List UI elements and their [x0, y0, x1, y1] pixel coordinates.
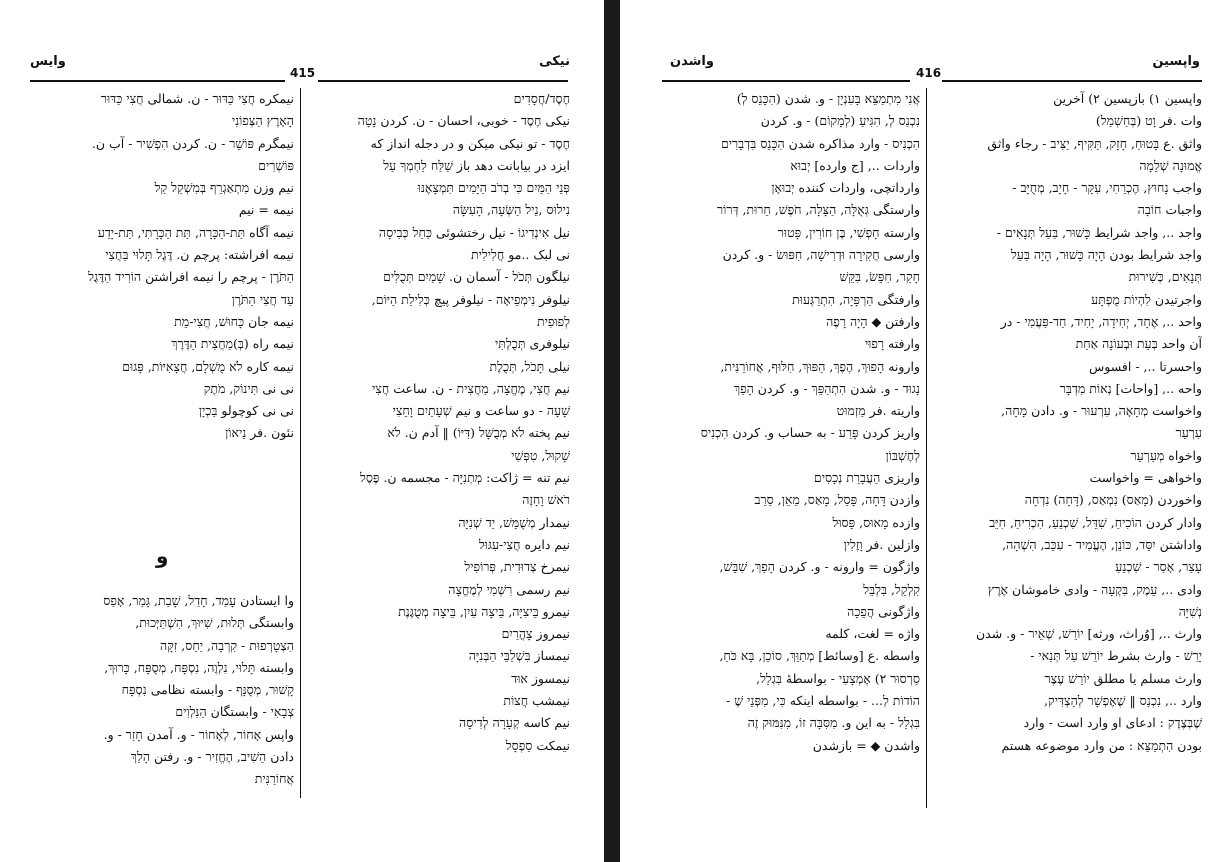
entry-line: واسطه .ع [وسائط] מְתַוֵּךְ, סוֹכֵן, בָּא כֹּחַ, [719, 648, 920, 664]
entry-line: נָגוּד - و. شدن הִתְהַפֵּךְ - و. کردن הָפַךְ [733, 380, 920, 396]
entry-line: واجرتیدن לִהְיוֹת מֻפְתָּע [1091, 291, 1202, 307]
header-guide-word-right: نیکی [539, 54, 570, 69]
entry-line: نیمساز בִּשְׁלַבֵּי הַבְּנִיָּה [468, 648, 570, 664]
entry-line: واخوردن (מָאַס) נִמְאַס, (דָּחָה) נִדְחָה [1024, 492, 1202, 508]
entry-line: نیمه جان כָּחוּשׁ, חֲצִי-מֵת [174, 313, 294, 329]
entry-line: צְבָאִי - وابستگان הַנִּלְוִים [175, 704, 294, 720]
entry-line: חֶסֶד/חֲסָדִים [513, 91, 570, 106]
entry-line: نیلگون תְּכֹל - آسمان ن. שָׁמַיִם תְּכֻלִּים [383, 269, 570, 285]
entry-line: نیمه کاره לֹא מֻשְׁלָם, חֲצָאִיּוֹת, פָּגוּם [122, 358, 294, 374]
entry-line: סַרְסוּר ۲) אֶמְצָעִי - بواسطهٔ בִּגְלַל, [756, 670, 920, 686]
entry-line: واجد شرایط بودن הָיָה כָּשׁוּר, הָיָה בַּעַל [1010, 247, 1202, 263]
entry-line: وارد .., נִכְנַס ‖ שֶׁאֶפְשָׁר לְהַצְדִּיק, [1044, 693, 1202, 709]
entry-line: وارونه הָפוּךְ, הֶפֶךְ, הַפּוּךְ, חִלּוּף, אֲחוֹרַנִּית, [720, 358, 920, 374]
entry-line: وازده מָאוּס, פָּסוּל [832, 514, 920, 530]
entry-line: واپس אָחוֹר, לְאָחוֹר - و. آمدن חָזַר - و. [103, 726, 294, 742]
entry-line: עַד חֲצִי הַתֹּרֶן [231, 291, 294, 307]
entry-line: אֱמוּנָה שְׁלֵמָה [1139, 157, 1202, 173]
entry-line: وا ایستادن עָמַד, חָדַל, שָׁבַת, גָּמַר, אָפַס [103, 593, 294, 608]
entry-line: وارفتن ◆ הָיָה רָפֶה [826, 313, 920, 329]
entry-line: وارث .., [وُراث، ورثه] יוֹרֵשׁ, שְׁאֵיר - و. شدن [975, 626, 1202, 642]
header-rule-right [942, 80, 1202, 82]
entry-line: نیمگرم פּוֹשֵׁר - ن. کردن הִפְשִׁיר - آب ن. [91, 135, 294, 151]
entry-line: לְפוּפִית [536, 313, 570, 329]
header-guide-word-right: واپسین [1152, 54, 1200, 69]
entry-line: وات .فر וָט (בְּחַשְׁמַל) [1095, 113, 1202, 129]
entry-line: نئون .فر נֵיאוֹן [225, 425, 294, 441]
entry-line: نیمه = نیم [238, 202, 294, 218]
book-gutter [604, 0, 620, 862]
entry-line: وارسی חֲקִירָה וּדְרִישָׁה, חִפּוּשׂ - و. کردن [722, 247, 920, 263]
entry-line: دادن הֵשִׁיב, הֶחֱזִיר - و. رفتن הָלַךְ [130, 749, 294, 765]
entry-line: واریزی הַעֲבָרַת נְכָסִים [813, 470, 920, 486]
entry-line: نیمروز צָהֳרַיִם [501, 626, 570, 642]
header-rule-right [318, 80, 568, 82]
entry-line: نی نی תִּינוֹק, מֹתֶק [203, 380, 294, 396]
entry-line: לְחֶשְׁבּוֹן [885, 447, 920, 463]
entry-line: עָצַר, אָסַר - שִׁכְנֵעַ [1115, 559, 1202, 575]
entry-line: נְשִׁיָּה [1178, 603, 1202, 619]
dictionary-page-416 [620, 0, 1230, 862]
entry-line: نیمشب חֲצוֹת [503, 693, 570, 709]
entry-line: נִכְנַס לְ, הִגִּיעַ (לְמָקוֹם) - و. کردن [760, 113, 920, 129]
entry-line: واژه = لغت، کلمه [825, 626, 920, 642]
entry-line: نیل אִינְדִיגוֹ - نیل رختشوئی כַּחַל כְּבִיסָה [378, 224, 570, 240]
column-divider [926, 88, 927, 808]
entries-column-left-top [26, 88, 294, 445]
entry-line: وابستگی תְּלוּת, שִׁיּוּךְ, הִשְׁתַּיְּכוּת, [135, 615, 294, 631]
entry-line: نیم وزن מִתְאַגְרֵף בְּמִשְׁקַל קַל [154, 180, 294, 196]
entry-line: نیمه راه (בְּ)מַחֲצִית הַדֶּרֶךְ [171, 336, 294, 352]
entry-line: بودن הִתְמַצֵּא : من وارد موضوعه هستم [1001, 737, 1202, 753]
entry-line: نیمه آگاه תַּת-הַכָּרָה, תַּת הַכָּרָתִי, תַּת-יָדַע [97, 224, 294, 240]
page-number: 416 [916, 66, 942, 80]
entry-line: واجد .., واجد شرایط כָּשׁוּר, בַּעַל תְּנָאִים - [996, 224, 1202, 240]
entry-line: واخواست מְחָאָה, עִרְעוּר - و. دادن מָחָה, [1001, 403, 1202, 419]
entry-line: وارداتچی، واردات کننده יְבוּאָן [771, 180, 920, 196]
entry-line: חָקַר, חִפֵּשׂ, בִּקֵּשׁ [839, 269, 920, 285]
entry-line: واداشتن יִסֵּד, כּוֹנֵן, הֶעֱמִיד - עִכֵּב, הִשְׁהָה, [1002, 536, 1202, 552]
header-rule-left [30, 80, 285, 82]
entry-line: واپسین ۱) بازپسین ۲) آخرین [1053, 91, 1202, 106]
entry-line: פּוֹשְׁרִים [258, 157, 294, 173]
entry-line: חֶסֶד - تو نیکی میکن و در دجله انداز که [370, 135, 570, 151]
entry-line: نیمرو בֵּיצִיָּה, בֵּיצָה עַיִן, בֵּיצָה מְטֻגֶּנֶת [398, 603, 570, 619]
entry-line: עִרְעֵר [1175, 425, 1202, 441]
dictionary-page-415 [0, 0, 604, 862]
entry-line: פְּנֵי הַמַּיִם כִּי בְרֹב הַיָּמִים תִּמְצָאֶנּוּ [417, 180, 570, 196]
header-guide-word-left: وایس [30, 54, 66, 69]
entry-line: وارفته רָפוּי [864, 336, 920, 352]
entry-line: واریز کردن פָּרַע - به حساب و. کردن הִכְנִיס [700, 425, 920, 441]
entry-line: הִצְטָרְפוּת - קִרְבָה, יַחַס, זִקָּה [159, 637, 294, 653]
entry-line: وارستگی גְּאֻלָּה, הַצָּלָה, חֹפֶשׁ, חֵרוּת, דְּרוֹר [717, 202, 920, 218]
entry-line: واشدن ◆ = بازشدن [812, 737, 920, 753]
entry-line: وابسته תָּלוּי, נִלְוֶה, נִסְפָּח, מְסֻפָּח, כָּרוּךְ, [104, 659, 294, 675]
column-divider [300, 88, 301, 798]
entry-line: واجب נָחוּץ, הֶכְרֵחִי, עִקָּר - חָיָב, מְחֻיָּב - [1012, 180, 1202, 196]
entry-line: نیلی תָּכֹל, תְּכֻלֶת [489, 358, 570, 374]
entries-column-left-bottom [26, 590, 294, 791]
entry-line: שָׁקוּל, טִפְּשִׁי [511, 447, 570, 463]
entry-line: نی لبک ..مو חֲלִילִית [471, 247, 570, 263]
entry-line: واحه .., [واحات] נְאוֹת מִדְבָּר [1059, 380, 1202, 396]
entries-column-right [308, 88, 570, 757]
entry-line: نیکی חֶסֶד - خوبی، احسان - ن. کردن נָטָה [357, 113, 570, 129]
entries-column-left [660, 88, 920, 757]
entry-line: קָשׁוּר, מְסֻנָּף - وابسته نظامی נִסְפָּח [121, 682, 294, 698]
entries-column-right [934, 88, 1202, 757]
header-guide-word-left: واشدن [670, 54, 714, 69]
entry-line: نیم دایره חֲצִי-עִגּוּל [478, 536, 570, 552]
entry-line: واریته .فر מַזְמוּט [836, 403, 920, 419]
entry-line: واردات .., [ج وارده] יְבוּא [790, 157, 920, 173]
entry-line: نیم تنه = ژاکت: מְתְנִיָּה - مجسمه ن. פֶּסֶל [359, 470, 570, 486]
entry-line: בִּגְלַל - به این و. מִסִּבָּה זוֹ, מִנִּמּוּק זֶה [747, 715, 920, 731]
entry-line: نیمکره חֲצִי כַּדּוּר - ن. شمالی חֲצִי כַּדּוּר [100, 91, 294, 106]
entry-line: הִכְנִיס - وارد مذاکره شدن הִכָּנֵס בִּדְבָרִים [720, 135, 920, 151]
entry-line: وادار کردن הוֹכִיחַ, שִׁדֵּל, שִׁכְנֵעַ, הִכְרִיחַ, חִיֵּב [989, 514, 1202, 530]
entry-line: הָאָרֶץ הַצְּפוֹנִי [231, 113, 294, 129]
entry-line: واژگونی הֲפֵכָה [847, 603, 920, 619]
entry-line: وازلین .فر וָזֶלִין [843, 536, 920, 552]
entry-line: واحد .., אֶחָד, יְחִידָה, יָחִיד, חַד-פַּעֲמִי - در [1000, 313, 1202, 329]
entry-line: نیمسوز אוּד [511, 670, 570, 686]
entry-line: نیلوفری תְּכֻלְתִּי [495, 336, 570, 352]
entry-line: תְּנָאִים, כְּשִׁירוּת [1128, 269, 1202, 285]
entry-line: نیمکت סַפְסָל [505, 737, 570, 753]
entry-line: واجبات חוֹבָה [1137, 202, 1202, 218]
entry-line: وارفتگی הַרְפָּיָה, הִתְרַגְּעוּת [792, 291, 920, 307]
entry-line: آن واحد בְּעֵת וּבְעוֹנָה אַחַת [1075, 336, 1202, 352]
entry-line: وازدن דָּחָה, פָּסַל, מָאַס, מֵאֵן, סֵרֵב [754, 492, 920, 508]
entry-line: واخواهی = واخواست [1089, 470, 1202, 486]
entry-line: نیم חֲצִי, מֶחֱצָה, מַחֲצִית - ن. ساعت חֲצִי [372, 380, 570, 396]
entry-line: نیمدار מְשֻׁמָּשׁ, יַד שְׁנִיָּה [458, 514, 570, 530]
entry-line: نیلوفر נִימְפֵיאָה - نیلوفر پیچ כְּלִילַת הַיּוֹם, [371, 291, 570, 307]
entry-line: שָׁעָה - دو ساعت و نیم שְׁעָתַיִם וָחֵצִי [392, 403, 570, 419]
entry-line: واثق .ع בָּטוּחַ, חָזָק, תַּקִּיף, יַצִּיב - رجاء واثق [987, 135, 1202, 151]
entry-line: نیم رسمی רִשְׁמִי לְמֶחֱצָה [448, 581, 570, 597]
entry-line: הוֹדוֹת לְ... - بواسطه اینکه כִּי, מִפְּנֵי שֶׁ - [726, 693, 920, 709]
entry-line: نیم پخته לֹא מְבֻשָּׁל (דִּיּוֹ) ‖ آدم ن. לֹא [387, 425, 570, 441]
entry-line: שֶׁבְּצֶדֶק : ادعای او وارد است - وارد [1023, 715, 1202, 731]
entry-line: קִלְקֵל, בִּלְבֵּל [863, 581, 920, 597]
entry-line: רֹאשׁ וָחָזֶה [522, 492, 570, 508]
header-rule-left [662, 80, 910, 82]
entry-line: وارث مسلم یا مطلق יוֹרֵשׁ עֶצֶר [1044, 670, 1202, 686]
entry-line: نیمرخ צְדוּדִית, פְּרוֹפִיל [464, 559, 570, 575]
entry-line: יָרַשׁ - وارث بشرط יוֹרֵשׁ עַל תְּנַאי - [1030, 648, 1202, 664]
entry-line: ایزد در بیابانت دهد باز שַׁלַּח לַחְמְךָ עַל [383, 157, 570, 173]
entry-line: واحسرتا .., - افسوس [1089, 358, 1202, 374]
entry-line: אֲנִי מִתְמַצֵּא בָּעִנְיָן - و. شدن (הִכָּנֵס לְ) [736, 91, 920, 106]
entry-line: نیم کاسه קְעָרָה לְדִיסָה [459, 715, 570, 731]
entry-line: نی نی کوچولو בַּכְיָן [198, 403, 294, 419]
entry-line: وارسته חָפְשִׁי, בֶּן חוֹרִין, פָּטוּר [777, 224, 920, 240]
entry-line: אֲחוֹרַנִּית [254, 771, 294, 787]
entry-line: נִילוּס ,נֵיל הַשְּׂעָה, הָעִשָּׂה [452, 202, 570, 218]
section-letter-heading: و [156, 544, 169, 568]
entry-line: واژگون = وارونه - و. کردن הָפַךְ, שִׁבֵּשׁ, [719, 559, 920, 575]
entry-line: הַתֹּרֶן - پرچم را نیمه افراشتن הוֹרִיד הַדֶּגֶל [88, 269, 294, 285]
entry-line: نیمه افراشته: پرچم ن. דֶּגֶל תָּלוּי בַּחֲצִי [105, 247, 294, 263]
page-number: 415 [290, 66, 316, 80]
entry-line: واخواه מְעַרְעֵר [1130, 447, 1202, 463]
entry-line: وادی .., עֵמֶק, בִּקְעָה - وادی خاموشان אֶרֶץ [987, 581, 1202, 597]
